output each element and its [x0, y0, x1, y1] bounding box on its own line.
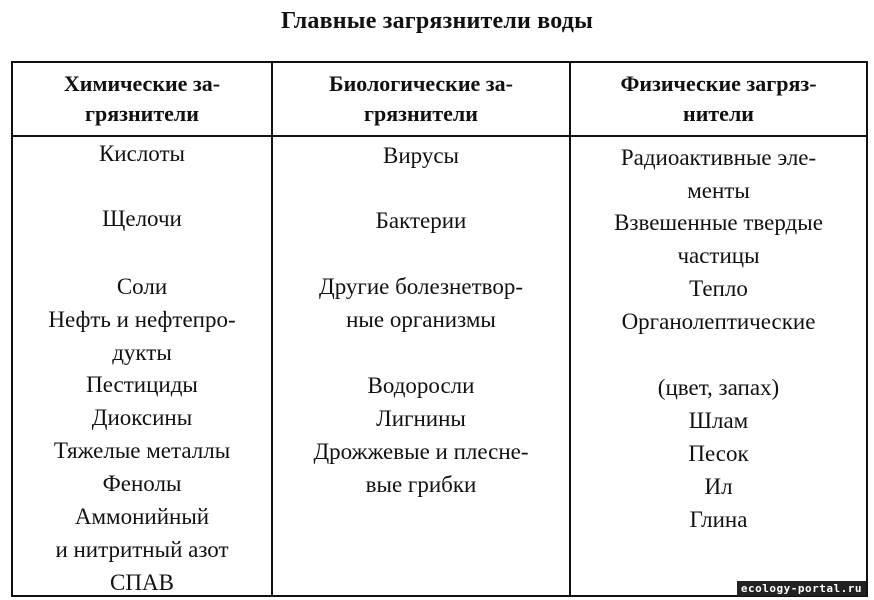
item-text: Тепло — [689, 276, 748, 301]
item-text: (цвет, запах) — [657, 375, 780, 400]
header-line: Физические загряз- — [620, 71, 817, 96]
item-text: вые грибки — [365, 472, 477, 497]
item-text: Кислоты — [98, 141, 186, 166]
list-item — [571, 141, 866, 207]
item-text: Органолептические — [621, 309, 816, 334]
page-title: Главные загрязнители воды — [280, 8, 594, 34]
list-item — [571, 272, 866, 305]
item-text: Диоксины — [91, 405, 193, 430]
list-item — [13, 202, 271, 235]
header-line: грязнители — [85, 101, 199, 126]
item-text: Щелочи — [102, 206, 182, 231]
column-physical — [571, 63, 866, 595]
list-item — [13, 401, 271, 434]
list-item — [571, 305, 866, 338]
list-item — [13, 500, 271, 566]
list-item — [273, 270, 569, 336]
item-text: Пестициды — [86, 372, 198, 397]
watermark: ecology-portal.ru — [737, 581, 866, 596]
item-text: Шлам — [688, 408, 749, 433]
item-text: Радиоактивные эле- — [620, 145, 817, 170]
header-line: Биологические за- — [329, 71, 513, 96]
item-text: менты — [687, 178, 750, 203]
item-text: Лигнины — [376, 406, 466, 431]
column-header-chemical — [13, 69, 271, 129]
item-text: Вирусы — [382, 143, 459, 168]
item-text: Песок — [688, 441, 749, 466]
list-item — [13, 467, 271, 500]
item-text: Водоросли — [367, 373, 475, 398]
item-text: Ил — [704, 474, 733, 499]
item-text: Взвешенные твердые — [614, 210, 823, 235]
list-item — [571, 503, 866, 536]
list-item — [273, 369, 569, 402]
item-text: Соли — [116, 274, 168, 299]
list-item — [571, 371, 866, 404]
list-item — [13, 303, 271, 369]
list-item — [273, 435, 569, 501]
list-item — [571, 206, 866, 272]
item-text: дукты — [112, 340, 172, 365]
item-text: Бактерии — [375, 208, 467, 233]
column-biological — [273, 63, 569, 595]
list-item — [13, 270, 271, 303]
column-header-physical — [571, 69, 866, 129]
header-line: грязнители — [364, 101, 478, 126]
list-item — [13, 566, 271, 599]
list-item — [273, 204, 569, 237]
list-item — [13, 434, 271, 467]
item-text: Тяжелые металлы — [53, 438, 231, 463]
pollutants-table — [11, 61, 868, 597]
list-item — [13, 368, 271, 401]
item-text: Другие болезнетвор- — [319, 274, 523, 299]
item-text: частицы — [677, 243, 760, 268]
list-item — [571, 437, 866, 470]
column-chemical — [13, 63, 271, 595]
header-line: Химические за- — [63, 71, 221, 96]
list-item — [13, 137, 271, 170]
item-text: Нефть и нефтепро- — [48, 307, 236, 332]
list-item — [571, 404, 866, 437]
list-item — [273, 139, 569, 172]
list-item — [273, 402, 569, 435]
item-text: Дрожжевые и плесне- — [313, 439, 529, 464]
item-text: Глина — [689, 507, 748, 532]
item-text: Аммонийный — [74, 504, 210, 529]
item-text: Фенолы — [102, 471, 182, 496]
header-line: нители — [683, 101, 754, 126]
item-text: СПАВ — [110, 570, 174, 595]
item-text: и нитритный азот — [55, 537, 229, 562]
column-header-biological — [273, 69, 569, 129]
item-text: ные организмы — [346, 307, 496, 332]
list-item — [571, 470, 866, 503]
